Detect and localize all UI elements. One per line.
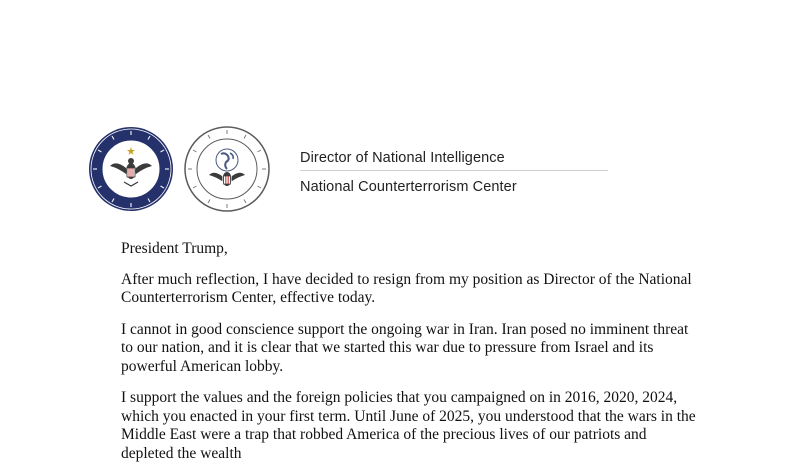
letterhead [300,150,608,195]
nctc-seal [184,124,270,214]
letter-body [121,240,701,476]
dni-seal [88,124,174,214]
letterhead-office-name: Director of National Intelligence [300,150,505,166]
paragraph-iran-war: I cannot in good conscience support the ongoing war in Iran. Iran posed no imminent threat to our nation, and it is clear that we started this war due to pressure from Israel and its powerful American lobby. [121,320,689,375]
paragraph-foreign-policy: I support the values and the foreign policies that you campaigned on in 2016, 2020, 2024, which you enacted in your first term. Until June of 2025, you understood that the wars in the Middle East were a trap that robbed America of the precious lives of our patriots and depleted the wealth [121,389,696,462]
letterhead-divider [300,170,608,171]
paragraph-resignation: After much reflection, I have decided to resign from my position as Director of the National Counterterrorism Center, effective today. [121,270,692,306]
salutation: President Trump, [121,240,228,257]
letterhead-center-name: National Counterterrorism Center [300,179,517,195]
